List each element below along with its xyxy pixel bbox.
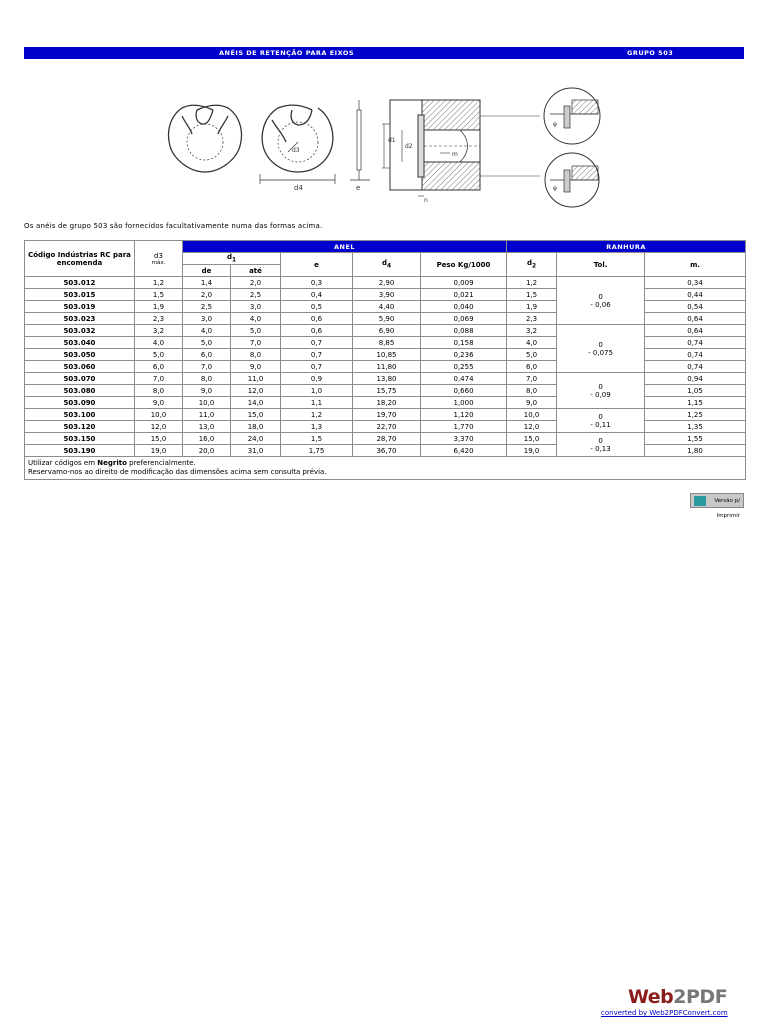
col-d2-label: d (527, 259, 533, 268)
value-cell: 20,0 (183, 445, 231, 457)
value-cell: 4,0 (183, 325, 231, 337)
col-de-header: de (183, 265, 231, 277)
value-cell: 0,660 (421, 385, 507, 397)
value-cell: 0,4 (281, 289, 353, 301)
group-anel: ANEL (183, 241, 507, 253)
value-cell: 9,0 (183, 385, 231, 397)
value-cell: 6,420 (421, 445, 507, 457)
col-d2-sub: 2 (532, 263, 537, 270)
col-d3-label: d3 (154, 251, 163, 260)
value-cell: 12,0 (135, 421, 183, 433)
value-cell: 0,7 (281, 337, 353, 349)
value-cell: 1,5 (135, 289, 183, 301)
value-cell: 24,0 (231, 433, 281, 445)
label-d2: d2 (405, 143, 413, 150)
label-e: e (356, 184, 361, 192)
value-cell: 0,6 (281, 313, 353, 325)
table-row (25, 433, 746, 445)
value-cell: 9,0 (135, 397, 183, 409)
tolerance-upper: 0 (598, 382, 603, 391)
web2pdf-logo (628, 986, 727, 1008)
label-n: n (424, 197, 428, 204)
col-d4-label: d (381, 259, 387, 268)
value-cell: 2,90 (353, 277, 421, 289)
value-cell: 15,0 (231, 409, 281, 421)
value-cell: 9,0 (507, 397, 557, 409)
value-cell: 1,0 (281, 385, 353, 397)
tolerance-upper: 0 (598, 412, 603, 421)
label-d1: d1 (388, 137, 396, 144)
value-cell: 0,64 (645, 325, 746, 337)
value-cell: 0,474 (421, 373, 507, 385)
value-cell: 0,74 (645, 337, 746, 349)
converted-by-link[interactable]: converted by Web2PDFConvert.com (601, 1009, 728, 1017)
value-cell: 6,0 (135, 361, 183, 373)
col-d3-sub: máx. (151, 259, 166, 266)
product-code-cell: 503.100 (25, 409, 135, 421)
label-phi-top: φ (553, 121, 557, 128)
value-cell: 5,0 (507, 349, 557, 361)
value-cell: 0,7 (281, 349, 353, 361)
value-cell: 0,069 (421, 313, 507, 325)
value-cell: 1,9 (507, 301, 557, 313)
footer-line-1-post: preferencialmente. (126, 459, 196, 467)
value-cell: 7,0 (507, 373, 557, 385)
tolerance-cell (557, 433, 645, 457)
technical-drawing (160, 80, 612, 208)
value-cell: 8,0 (231, 349, 281, 361)
value-cell: 5,0 (231, 325, 281, 337)
tolerance-upper: 0 (598, 292, 603, 301)
col-e-header: e (281, 253, 353, 277)
footer-line-1-pre: Utilizar códigos em (28, 459, 98, 467)
product-code-cell: 503.023 (25, 313, 135, 325)
value-cell: 1,2 (507, 277, 557, 289)
value-cell: 0,6 (281, 325, 353, 337)
value-cell: 11,0 (231, 373, 281, 385)
footer-line-1-bold: Negrito (97, 459, 127, 467)
product-code-cell: 503.019 (25, 301, 135, 313)
product-code-cell: 503.150 (25, 433, 135, 445)
value-cell: 1,9 (135, 301, 183, 313)
col-m-header: m. (645, 253, 746, 277)
tolerance-cell (557, 277, 645, 325)
page-title-bar (24, 47, 744, 59)
value-cell: 4,0 (507, 337, 557, 349)
value-cell: 0,94 (645, 373, 746, 385)
product-code-cell: 503.080 (25, 385, 135, 397)
footer-line-1 (28, 459, 742, 468)
tolerance-cell (557, 409, 645, 433)
value-cell: 16,0 (183, 433, 231, 445)
value-cell: 0,34 (645, 277, 746, 289)
value-cell: 11,0 (183, 409, 231, 421)
product-code-cell: 503.040 (25, 337, 135, 349)
value-cell: 10,0 (507, 409, 557, 421)
value-cell: 2,3 (507, 313, 557, 325)
value-cell: 1,80 (645, 445, 746, 457)
value-cell: 13,80 (353, 373, 421, 385)
value-cell: 8,0 (135, 385, 183, 397)
value-cell: 0,5 (281, 301, 353, 313)
value-cell: 0,009 (421, 277, 507, 289)
value-cell: 8,85 (353, 337, 421, 349)
col-d1-label: d (226, 253, 232, 262)
value-cell: 4,40 (353, 301, 421, 313)
value-cell: 0,158 (421, 337, 507, 349)
value-cell: 0,040 (421, 301, 507, 313)
table-body (25, 277, 746, 457)
value-cell: 15,75 (353, 385, 421, 397)
value-cell: 0,44 (645, 289, 746, 301)
value-cell: 1,75 (281, 445, 353, 457)
value-cell: 1,5 (281, 433, 353, 445)
product-code-cell: 503.012 (25, 277, 135, 289)
caption: Os anéis de grupo 503 são fornecidos facultativamente numa das formas acima. (24, 222, 323, 230)
value-cell: 6,90 (353, 325, 421, 337)
value-cell: 1,55 (645, 433, 746, 445)
value-cell: 1,15 (645, 397, 746, 409)
label-d3: d3 (292, 147, 300, 154)
print-button-label: Versão p/ Imprimir (714, 498, 740, 519)
product-code-cell: 503.050 (25, 349, 135, 361)
value-cell: 2,0 (183, 289, 231, 301)
value-cell: 0,3 (281, 277, 353, 289)
value-cell: 12,0 (231, 385, 281, 397)
value-cell: 31,0 (231, 445, 281, 457)
col-d2-header (507, 253, 557, 277)
value-cell: 19,0 (135, 445, 183, 457)
value-cell: 5,0 (135, 349, 183, 361)
value-cell: 1,2 (135, 277, 183, 289)
value-cell: 12,0 (507, 421, 557, 433)
logo-web: Web (628, 986, 674, 1008)
value-cell: 18,20 (353, 397, 421, 409)
value-cell: 1,35 (645, 421, 746, 433)
product-code-cell: 503.032 (25, 325, 135, 337)
product-code-cell: 503.070 (25, 373, 135, 385)
product-code-cell: 503.120 (25, 421, 135, 433)
value-cell: 0,74 (645, 349, 746, 361)
value-cell: 10,85 (353, 349, 421, 361)
table-row (25, 373, 746, 385)
col-tol-header: Tol. (557, 253, 645, 277)
product-code-cell: 503.190 (25, 445, 135, 457)
logo-2pdf: 2PDF (673, 986, 728, 1008)
value-cell: 28,70 (353, 433, 421, 445)
value-cell: 36,70 (353, 445, 421, 457)
value-cell: 1,25 (645, 409, 746, 421)
value-cell: 5,0 (183, 337, 231, 349)
value-cell: 15,0 (135, 433, 183, 445)
printer-icon (694, 496, 706, 506)
value-cell: 1,4 (183, 277, 231, 289)
spec-table (24, 240, 746, 480)
value-cell: 2,5 (183, 301, 231, 313)
table-footer (25, 457, 746, 480)
value-cell: 2,3 (135, 313, 183, 325)
tolerance-cell (557, 373, 645, 409)
value-cell: 15,0 (507, 433, 557, 445)
table-row (25, 325, 746, 337)
tolerance-lower: - 0,06 (590, 300, 611, 309)
col-ate-header: até (231, 265, 281, 277)
tolerance-upper: 0 (598, 436, 603, 445)
value-cell: 0,9 (281, 373, 353, 385)
footer-line-2: Reservamo-nos ao direito de modificação das dimensões acima sem consulta prévia. (28, 468, 327, 476)
value-cell: 3,90 (353, 289, 421, 301)
col-d3-header (135, 241, 183, 277)
tolerance-lower: - 0,09 (590, 390, 611, 399)
product-code-cell: 503.060 (25, 361, 135, 373)
value-cell: 1,770 (421, 421, 507, 433)
value-cell: 7,0 (231, 337, 281, 349)
col-code-header: Código Indústrias RC para encomenda (25, 241, 135, 277)
tolerance-cell (557, 325, 645, 373)
value-cell: 2,0 (231, 277, 281, 289)
col-d4-sub: 4 (386, 263, 392, 270)
table-row (25, 277, 746, 289)
value-cell: 3,370 (421, 433, 507, 445)
value-cell: 0,088 (421, 325, 507, 337)
value-cell: 3,2 (507, 325, 557, 337)
value-cell: 2,5 (231, 289, 281, 301)
value-cell: 13,0 (183, 421, 231, 433)
value-cell: 0,74 (645, 361, 746, 373)
tolerance-lower: - 0,075 (588, 348, 613, 357)
value-cell: 4,0 (231, 313, 281, 325)
value-cell: 8,0 (183, 373, 231, 385)
value-cell: 11,80 (353, 361, 421, 373)
col-peso-header: Peso Kg/1000 (421, 253, 507, 277)
label-phi-bottom: φ (553, 185, 557, 192)
value-cell: 10,0 (135, 409, 183, 421)
value-cell: 19,70 (353, 409, 421, 421)
value-cell: 3,0 (183, 313, 231, 325)
tolerance-lower: - 0,11 (590, 420, 611, 429)
col-d1-header (183, 253, 281, 265)
value-cell: 19,0 (507, 445, 557, 457)
table-row (25, 409, 746, 421)
value-cell: 7,0 (183, 361, 231, 373)
value-cell: 7,0 (135, 373, 183, 385)
product-code-cell: 503.015 (25, 289, 135, 301)
tolerance-lower: - 0,13 (590, 444, 611, 453)
label-m: m (452, 151, 458, 158)
value-cell: 9,0 (231, 361, 281, 373)
value-cell: 6,0 (507, 361, 557, 373)
value-cell: 0,54 (645, 301, 746, 313)
value-cell: 1,05 (645, 385, 746, 397)
value-cell: 3,0 (231, 301, 281, 313)
page-title: ANÉIS DE RETENÇÃO PARA EIXOS (219, 49, 355, 57)
print-version-button[interactable] (690, 493, 744, 519)
value-cell: 8,0 (507, 385, 557, 397)
value-cell: 1,000 (421, 397, 507, 409)
value-cell: 18,0 (231, 421, 281, 433)
tolerance-upper: 0 (598, 340, 603, 349)
value-cell: 5,90 (353, 313, 421, 325)
value-cell: 0,236 (421, 349, 507, 361)
value-cell: 0,255 (421, 361, 507, 373)
value-cell: 1,1 (281, 397, 353, 409)
value-cell: 1,5 (507, 289, 557, 301)
value-cell: 4,0 (135, 337, 183, 349)
value-cell: 0,64 (645, 313, 746, 325)
value-cell: 10,0 (183, 397, 231, 409)
group-ranhura: RANHURA (507, 241, 746, 253)
col-d1-sub: 1 (231, 257, 237, 264)
value-cell: 6,0 (183, 349, 231, 361)
value-cell: 1,2 (281, 409, 353, 421)
group-label: GRUPO 503 (627, 49, 674, 57)
col-d4-header (353, 253, 421, 277)
value-cell: 3,2 (135, 325, 183, 337)
label-d4: d4 (294, 184, 303, 192)
value-cell: 0,021 (421, 289, 507, 301)
value-cell: 22,70 (353, 421, 421, 433)
value-cell: 1,3 (281, 421, 353, 433)
value-cell: 1,120 (421, 409, 507, 421)
value-cell: 0,7 (281, 361, 353, 373)
product-code-cell: 503.090 (25, 397, 135, 409)
value-cell: 14,0 (231, 397, 281, 409)
